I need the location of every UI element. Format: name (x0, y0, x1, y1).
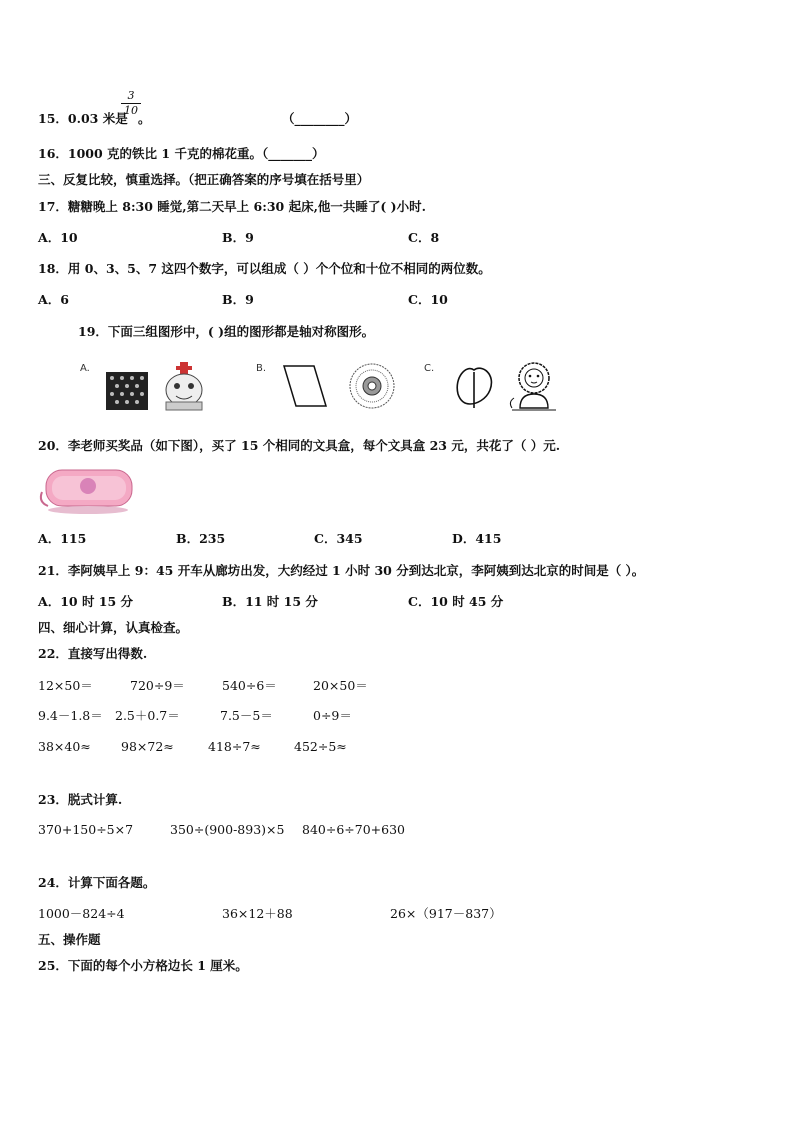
q20-option-a: A．115 (38, 531, 87, 546)
q25-stem: 25．下面的每个小方格边长 1 厘米。 (38, 958, 248, 973)
q18-option-b: B．9 (222, 292, 254, 307)
fraction-numerator: 3 (127, 89, 135, 102)
q22-r3-c4: 452÷5≈ (294, 739, 347, 754)
q22-r1-c1: 12×50＝ (38, 678, 93, 693)
q20-option-d: D．415 (452, 531, 502, 546)
q15-pre: 15．0.03 米是 (38, 111, 128, 126)
sunflower-pattern-image (348, 362, 396, 410)
q22-stem: 22．直接写出得数. (38, 646, 148, 661)
q23-expr-3: 840÷6÷70+630 (302, 822, 405, 837)
q24-expr-2: 36×12＋88 (222, 906, 293, 921)
q21-option-a: A．10 时 15 分 (38, 594, 134, 609)
lion-image (504, 358, 564, 414)
q22-r2-c4: 0÷9＝ (313, 708, 352, 723)
q24-stem: 24．计算下面各题。 (38, 875, 156, 890)
q15-blank: （________） (282, 111, 358, 126)
leaf-image (452, 360, 498, 410)
q22-r3-c2: 98×72≈ (121, 739, 174, 754)
q23-expr-2: 350÷(900-893)×5 (170, 822, 285, 837)
q17-stem: 17．糖糖晚上 8:30 睡觉,第二天早上 6:30 起床,他一共睡了( )小时. (38, 199, 426, 214)
q22-r2-c2: 2.5＋0.7＝ (115, 708, 180, 723)
q17-option-b: B．9 (222, 230, 254, 245)
q18-stem: 18．用 0、3、5、7 这四个数字，可以组成（ ）个个位和十位不相同的两位数。 (38, 261, 491, 276)
q19-label-c: C. (424, 363, 435, 374)
section-3-heading: 三、反复比较，慎重选择。（把正确答案的序号填在括号里） (38, 172, 370, 187)
pattern-square-image (106, 372, 148, 410)
cartoon-face-image (158, 358, 210, 412)
q16-stem: 16．1000 克的铁比 1 千克的棉花重。（_______） (38, 146, 325, 161)
q22-r3-c1: 38×40≈ (38, 739, 91, 754)
q18-option-c: C．10 (408, 292, 448, 307)
rhombus-image (280, 362, 330, 410)
fraction-denominator: 10 (124, 104, 138, 117)
pencil-case-image (36, 462, 136, 520)
q19-label-a: A. (80, 363, 90, 374)
section-4-heading: 四、细心计算，认真检查。 (38, 620, 189, 635)
q24-expr-3: 26×（917－837） (390, 906, 502, 921)
q17-option-a: A．10 (38, 230, 78, 245)
q23-expr-1: 370+150÷5×7 (38, 822, 134, 837)
q22-r1-c2: 720÷9＝ (130, 678, 185, 693)
section-5-heading: 五、操作题 (38, 932, 101, 947)
q22-r1-c4: 20×50＝ (313, 678, 368, 693)
q20-option-b: B．235 (176, 531, 226, 546)
q20-stem: 20．李老师买奖品（如下图），买了 15 个相同的文具盒，每个文具盒 23 元，共花了（ ）元. (38, 438, 561, 453)
q21-option-c: C．10 时 45 分 (408, 594, 504, 609)
q21-stem: 21．李阿姨早上 9：45 开车从廊坊出发，大约经过 1 小时 30 分到达北京，李阿姨到达北京的时间是（ ）。 (38, 563, 645, 578)
q20-option-c: C．345 (314, 531, 363, 546)
q19-stem: 19．下面三组图形中，( )组的图形都是轴对称图形。 (78, 324, 375, 339)
q21-option-b: B．11 时 15 分 (222, 594, 318, 609)
q23-stem: 23．脱式计算. (38, 792, 123, 807)
q22-r2-c1: 9.4－1.8＝ (38, 708, 103, 723)
q19-label-b: B. (256, 363, 267, 374)
q15-post: 。 (138, 111, 151, 126)
q24-expr-1: 1000－824÷4 (38, 906, 125, 921)
q22-r1-c3: 540÷6＝ (222, 678, 277, 693)
q17-option-c: C．8 (408, 230, 440, 245)
q18-option-a: A．6 (38, 292, 69, 307)
q22-r2-c3: 7.5－5＝ (220, 708, 273, 723)
q22-r3-c3: 418÷7≈ (208, 739, 261, 754)
